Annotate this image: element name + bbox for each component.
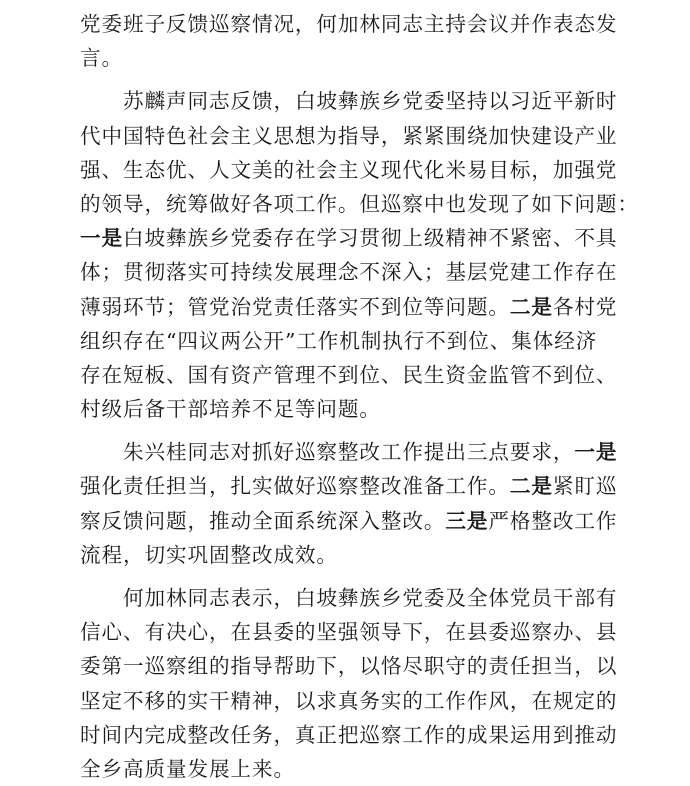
text-segment: 全乡高质量发展上来。 [80, 756, 295, 781]
text-segment: 言。 [80, 46, 123, 71]
text-segment: 白坡彝族乡党委存在学习贯彻上级精神不紧密、不具 [123, 226, 618, 251]
paragraph-spacer [80, 572, 610, 581]
bold-text-segment: 二是 [509, 474, 553, 499]
text-segment: 组织存在“四议两公开”工作机制执行不到位、集体经济 [80, 328, 598, 353]
text-segment: 薄弱环节；管党治党责任落实不到位等问题。 [80, 294, 510, 319]
paragraph-spacer [80, 426, 610, 435]
text-line [80, 7, 618, 41]
text-segment: 的领导，统筹做好各项工作。但巡察中也发现了如下问题： [80, 191, 639, 216]
text-segment: 委第一巡察组的指导帮助下，以恪尽职守的责任担当，以 [80, 654, 618, 679]
document-text [80, 7, 639, 786]
text-line [80, 752, 610, 786]
text-segment: 朱兴桂同志对抓好巡察整改工作提出三点要求， [123, 440, 575, 465]
text-line [80, 187, 639, 221]
paragraph [80, 7, 618, 75]
paragraph [80, 581, 618, 786]
paragraph-spacer [80, 75, 610, 84]
text-line [80, 119, 618, 153]
text-segment: 强化责任担当，扎实做好巡察整改准备工作。 [80, 474, 510, 499]
text-segment: 流程，切实巩固整改成效。 [80, 542, 338, 567]
document-body [80, 7, 639, 786]
text-segment: 严格整改工作 [488, 508, 618, 533]
text-line [80, 538, 610, 572]
text-segment: 察反馈问题，推动全面系统深入整改。 [80, 508, 446, 533]
text-segment: 坚定不移的实干精神，以求真务实的工作作风，在规定的 [80, 688, 618, 713]
text-segment: 代中国特色社会主义思想为指导，紧紧围绕加快建设产业 [80, 123, 618, 148]
paragraph [80, 84, 639, 426]
text-line [80, 255, 618, 289]
text-segment: 党委班子反馈巡察情况，何加林同志主持会议并作表态发 [80, 12, 618, 36]
bold-text-segment: 一是 [80, 226, 123, 251]
text-line [80, 221, 618, 255]
text-segment: 体；贯彻落实可持续发展理念不深入；基层党建工作存在 [80, 260, 618, 285]
bold-text-segment: 二是 [509, 294, 553, 319]
text-line [80, 392, 610, 426]
text-line [80, 581, 618, 615]
text-line [80, 324, 610, 358]
text-line [80, 684, 618, 718]
paragraph [80, 435, 618, 572]
text-segment: 紧盯巡 [552, 474, 618, 499]
text-line [80, 469, 618, 503]
text-line [80, 615, 618, 649]
text-segment: 各村党 [552, 294, 618, 319]
text-line [80, 649, 618, 683]
text-line [80, 153, 618, 187]
text-line [80, 718, 618, 752]
text-line [80, 358, 618, 392]
bold-text-segment: 一是 [574, 440, 618, 465]
text-line [80, 435, 618, 469]
text-segment: 何加林同志表示，白坡彝族乡党委及全体党员干部有 [123, 586, 618, 610]
text-segment: 苏麟声同志反馈，白坡彝族乡党委坚持以习近平新时 [123, 89, 618, 114]
text-line [80, 504, 618, 538]
text-segment: 信心、有决心，在县委的坚强领导下，在县委巡察办、县 [80, 620, 618, 645]
text-line [80, 290, 618, 324]
text-segment: 村级后备干部培养不足等问题。 [80, 397, 381, 422]
text-line [80, 84, 618, 118]
text-line [80, 41, 610, 75]
text-segment: 强、生态优、人文美的社会主义现代化米易目标，加强党 [80, 157, 618, 182]
bold-text-segment: 三是 [445, 508, 489, 533]
text-segment: 存在短板、国有资产管理不到位、民生资金监管不到位、 [80, 362, 618, 387]
text-segment: 时间内完成整改任务，真正把巡察工作的成果运用到推动 [80, 722, 618, 747]
